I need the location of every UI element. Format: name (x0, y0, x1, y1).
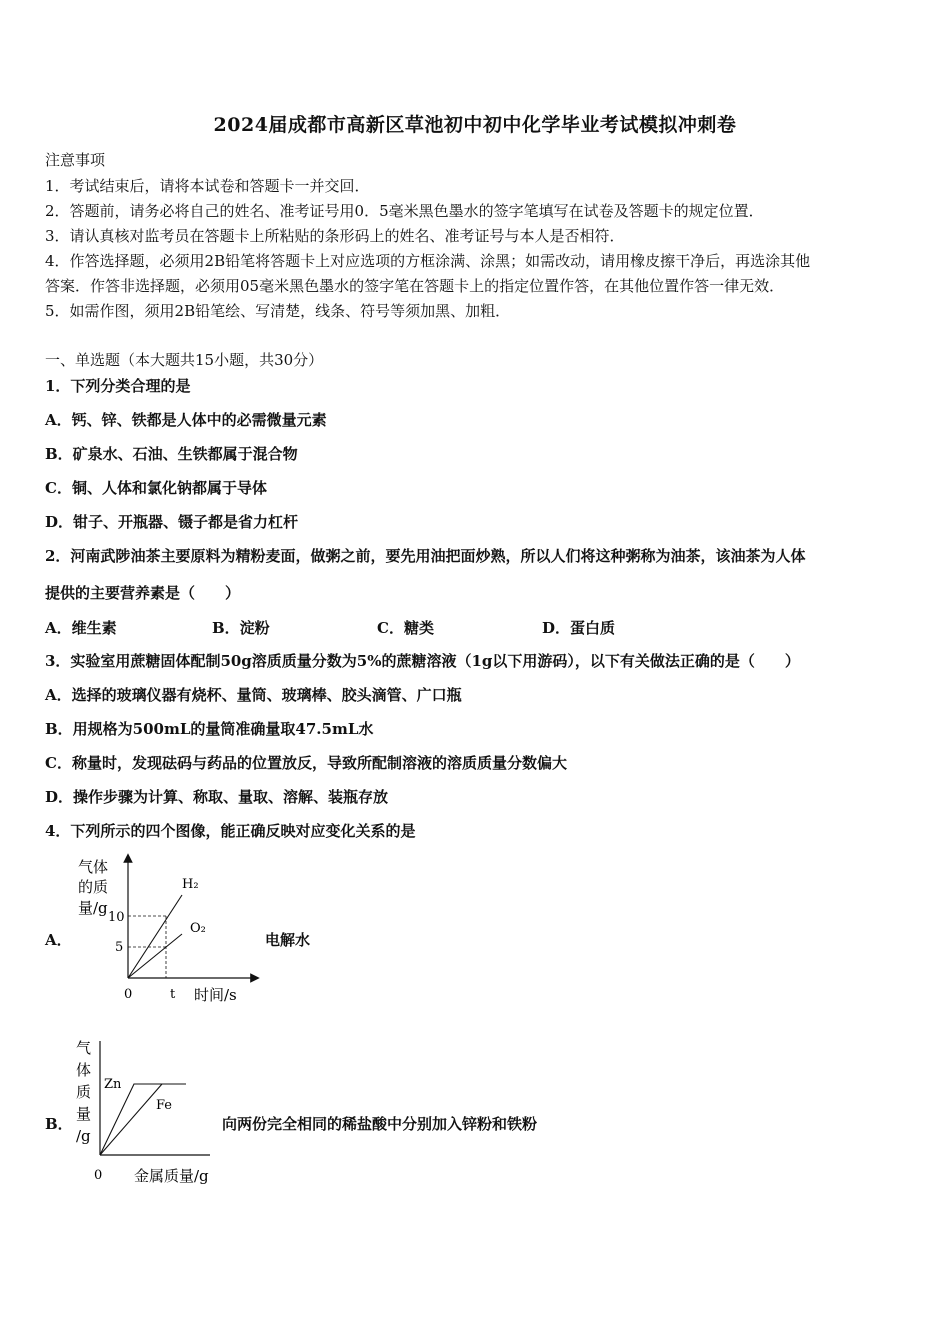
y-tick-label: 10 (108, 910, 125, 925)
q2-option-b: B．淀粉 (212, 619, 270, 637)
q1-option-d: D．钳子、开瓶器、镊子都是省力杠杆 (45, 513, 299, 531)
zn-line (100, 1084, 186, 1155)
y-axis-label: 气 (76, 1039, 92, 1057)
q1-option-b: B．矿泉水、石油、生铁都属于混合物 (45, 445, 298, 463)
q2-option-c: C．糖类 (377, 619, 434, 637)
q1-option-c: C．铜、人体和氯化钠都属于导体 (45, 479, 267, 497)
fe-line (100, 1084, 162, 1155)
q3-option-a: A．选择的玻璃仪器有烧杯、量筒、玻璃棒、胶头滴管、广口瓶 (45, 686, 462, 704)
notice-item: 5．如需作图，须用2B铅笔绘、写清楚，线条、符号等须加黑、加粗． (45, 302, 511, 320)
y-axis-label: 质 (76, 1083, 92, 1101)
q2-stem-line2: 提供的主要营养素是（ ） (45, 584, 241, 602)
q4-stem: 4．下列所示的四个图像，能正确反映对应变化关系的是 (45, 822, 416, 840)
section-heading: 一、单选题（本大题共15小题，共30分） (45, 351, 324, 369)
q4-b-graph (70, 1033, 230, 1193)
y-axis-label: 量/g (78, 899, 108, 917)
q4-option-b-caption: 向两份完全相同的稀盐酸中分别加入锌粉和铁粉 (222, 1115, 538, 1133)
q3-option-c: C．称量时，发现砝码与药品的位置放反，导致所配制溶液的溶质质量分数偏大 (45, 754, 567, 772)
q1-option-a: A．钙、锌、铁都是人体中的必需微量元素 (45, 411, 327, 429)
q1-stem: 1．下列分类合理的是 (45, 377, 191, 395)
q2-option-a: A．维生素 (45, 619, 117, 637)
q4-option-b-label: B． (45, 1115, 73, 1133)
notice-item: 4．作答选择题，必须用2B铅笔将答题卡上对应选项的方框涂满、涂黑；如需改动，请用橡皮擦干净后，再选涂其他 (45, 252, 811, 270)
h2-label: H₂ (182, 877, 199, 892)
y-axis-label: 的质 (78, 878, 109, 896)
y-axis-label: /g (76, 1127, 91, 1145)
origin-label: 0 (124, 987, 133, 1002)
q4-a-graph (70, 850, 260, 1010)
y-tick-label: 5 (115, 940, 124, 955)
q3-option-d: D．操作步骤为计算、称取、量取、溶解、装瓶存放 (45, 788, 389, 806)
origin-label: 0 (94, 1168, 103, 1183)
o2-line (128, 934, 182, 978)
x-axis-label: 时间/s (194, 986, 237, 1004)
notice-item: 3．请认真核对监考员在答题卡上所粘贴的条形码上的姓名、准考证号与本人是否相符． (45, 227, 625, 245)
o2-label: O₂ (190, 921, 206, 936)
q4-option-a-caption: 电解水 (265, 931, 311, 949)
q3-stem: 3．实验室用蔗糖固体配制50g溶质质量分数为5%的蔗糖溶液（1g以下用游码），以下有关做法正确的是（ ） (45, 652, 800, 670)
y-axis-label: 气体 (78, 858, 109, 876)
q3-option-b: B．用规格为500mL的量筒准确量取47.5mL水 (45, 720, 374, 738)
y-axis-label: 体 (76, 1061, 92, 1079)
zn-label: Zn (104, 1077, 122, 1092)
h2-line (128, 895, 182, 978)
x-axis-label: 金属质量/g (134, 1167, 209, 1185)
notice-item: 答案．作答非选择题，必须用05毫米黑色墨水的签字笔在答题卡上的指定位置作答，在其他位置作答一律无效． (45, 277, 785, 295)
exam-title: 2024届成都市高新区草池初中初中化学毕业考试模拟冲刺卷 (213, 114, 737, 136)
x-tick-label: t (170, 987, 176, 1002)
notice-heading: 注意事项 (45, 151, 106, 169)
fe-label: Fe (156, 1098, 173, 1113)
notice-item: 1．考试结束后，请将本试卷和答题卡一并交回． (45, 177, 370, 195)
q2-option-d: D．蛋白质 (542, 619, 616, 637)
notice-item: 2．答题前，请务必将自己的姓名、准考证号用0．5毫米黑色墨水的签字笔填写在试卷及答题卡的规定位置． (45, 202, 764, 220)
q2-stem-line1: 2．河南武陟油茶主要原料为精粉麦面，做粥之前，要先用油把面炒熟，所以人们将这种粥称为油茶，该油茶为人体 (45, 547, 806, 565)
y-axis-label: 量 (76, 1105, 92, 1123)
q4-option-a-label: A． (45, 931, 72, 949)
